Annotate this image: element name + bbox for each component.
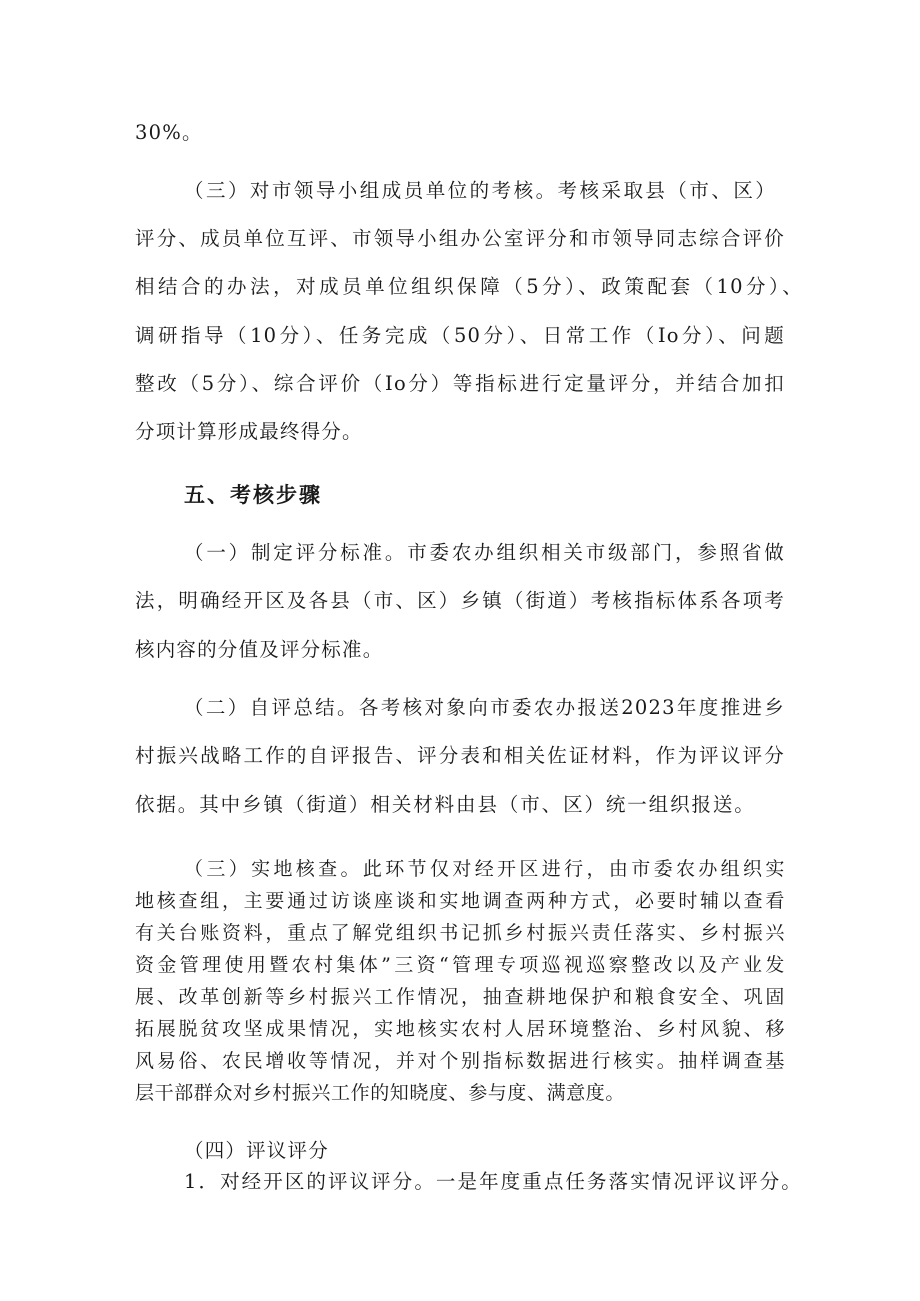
text-line: 风易俗、农民增收等情况，并对个别指标数据进行核实。抽样调查基 [135, 1050, 785, 1072]
text-line: 法，明确经开区及各县（市、区）乡镇（街道）考核指标体系各项考 [135, 589, 785, 612]
section-heading: 五、考核步骤 [184, 483, 322, 507]
text-line: 拓展脱贫攻坚成果情况，实地核实农村人居环境整治、乡村风貌、移 [135, 1018, 785, 1040]
text-line: 评分、成员单位互评、市领导小组办公室评分和市领导同志综合评价 [135, 227, 785, 250]
paragraph-first-line: 1．对经开区的评议评分。一是年度重点任务落实情况评议评分。 [184, 1170, 802, 1193]
text-line: 村振兴战略工作的自评报告、评分表和相关佐证材料，作为评议评分 [135, 744, 785, 767]
paragraph-first-line: （三）对市领导小组成员单位的考核。考核采取县（市、区） [184, 179, 776, 202]
text-line: 地核查组，主要通过访谈座谈和实地调查两种方式，必要时辅以查看 [135, 890, 785, 912]
text-line: 展、改革创新等乡村振兴工作情况，抽查耕地保护和粮食安全、巩固 [135, 986, 785, 1008]
text-line: 有关台账资料，重点了解党组织书记抓乡村振兴责任落实、乡村振兴 [135, 922, 785, 944]
text-line: 相结合的办法，对成员单位组织保障（5分）、政策配套（10分）、 [135, 275, 803, 298]
paragraph-first-line: （三）实地核查。此环节仅对经开区进行，由市委农办组织实 [184, 858, 785, 880]
text-line: 分项计算形成最终得分。 [135, 420, 363, 443]
text-line: 依据。其中乡镇（街道）相关材料由县（市、区）统一组织报送。 [135, 793, 755, 816]
text-line: 核内容的分值及评分标准。 [135, 638, 384, 661]
paragraph-first-line: （二）自评总结。各考核对象向市委农办报送2023年度推进乡 [184, 696, 785, 719]
text-line: 层干部群众对乡村振兴工作的知晓度、参与度、满意度。 [135, 1082, 626, 1104]
text-line: 资金管理使用暨农村集体”三资“管理专项巡视巡察整改以及产业发 [135, 954, 785, 976]
paragraph-first-line: （一）制定评分标准。市委农办组织相关市级部门，参照省做 [184, 541, 785, 564]
text-line: 调研指导（10分）、任务完成（50分）、日常工作（Io分）、问题 [135, 324, 785, 347]
subsection-heading: （四）评议评分 [184, 1139, 329, 1162]
text-line: 整改（5分）、综合评价（Io分）等指标进行定量评分，并结合加扣 [135, 372, 785, 395]
text-line: 30%。 [135, 121, 203, 144]
